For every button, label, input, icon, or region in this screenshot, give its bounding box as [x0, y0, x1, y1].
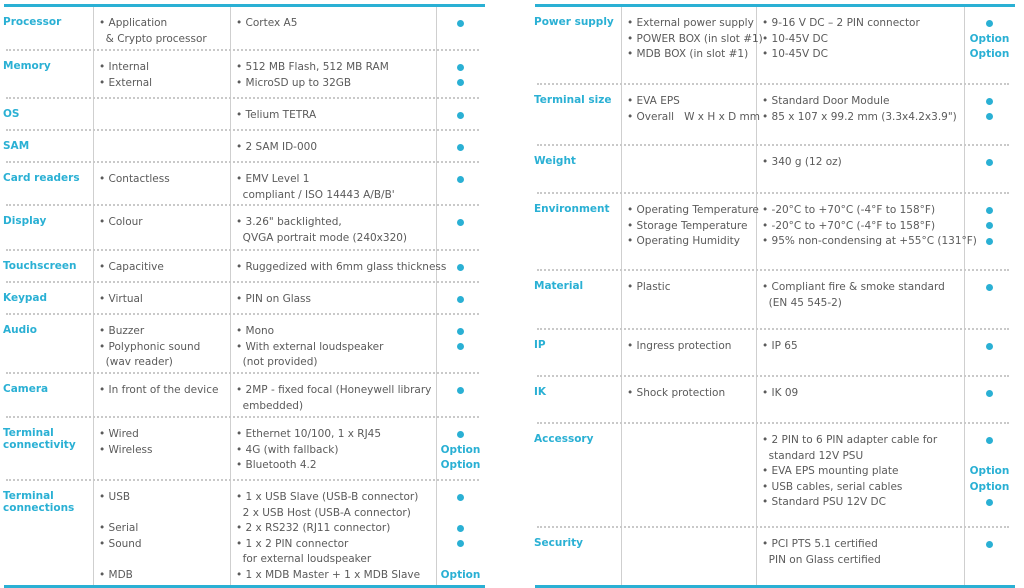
spec-feature [99, 490, 228, 583]
availability-line [437, 340, 484, 356]
spec-label: SAM [3, 140, 30, 152]
availability-line [437, 506, 484, 522]
spec-value [762, 155, 962, 171]
standard-dot-icon [986, 343, 993, 350]
availability-line [965, 94, 1014, 110]
availability-line [437, 16, 484, 32]
spec-row-camera [0, 374, 485, 418]
spec-row-ik [531, 377, 1015, 424]
spec-row-keypad [0, 283, 485, 315]
availability-line [437, 552, 484, 568]
spec-line: (EN 45 545-2) [762, 296, 842, 309]
spec-line: • IP 65 [762, 340, 798, 352]
spec-availability [965, 537, 1014, 553]
spec-line: • 512 MB Flash, 512 MB RAM [236, 61, 389, 73]
spec-availability [965, 386, 1014, 402]
spec-line: • Serial [99, 522, 139, 534]
spec-value [762, 16, 962, 63]
availability-line [965, 537, 1014, 553]
spec-line: • Buzzer [99, 325, 145, 337]
spec-line: for external loudspeaker [236, 553, 372, 565]
spec-line: compliant / ISO 14443 A/B/B' [236, 188, 395, 201]
spec-line [99, 552, 228, 568]
availability-line [965, 464, 1014, 480]
standard-dot-icon [986, 98, 993, 105]
spec-line: • Overall W x H x D mm [627, 110, 761, 123]
spec-value [236, 172, 434, 203]
spec-line: • Ethernet 10/100, 1 x RJ45 [236, 428, 382, 440]
spec-value [236, 427, 434, 474]
standard-dot-icon [457, 296, 464, 303]
spec-line: • Wired [99, 428, 139, 440]
spec-row-environment [531, 194, 1015, 271]
spec-label: Keypad [3, 292, 48, 304]
spec-label: Memory [3, 60, 51, 72]
spec-line: • Shock protection [627, 387, 726, 399]
spec-value [762, 339, 962, 355]
spec-value [762, 280, 962, 311]
spec-line: • External [99, 76, 153, 89]
option-label: Option [969, 48, 1010, 60]
spec-line: • 1 x 2 PIN connector [236, 537, 349, 550]
spec-line: • IK 09 [762, 387, 799, 399]
spec-availability [965, 155, 1014, 171]
standard-dot-icon [986, 207, 993, 214]
spec-value [236, 490, 434, 583]
spec-label: Audio [3, 324, 37, 336]
standard-dot-icon [457, 264, 464, 271]
spec-line: • With external loudspeaker [236, 340, 384, 353]
standard-dot-icon [986, 541, 993, 548]
spec-label: Power supply [534, 16, 614, 28]
spec-row-processor [0, 7, 485, 51]
standard-dot-icon [457, 525, 464, 532]
standard-dot-icon [457, 64, 464, 71]
spec-line: • Standard PSU 12V DC [762, 496, 886, 508]
standard-dot-icon [457, 343, 464, 350]
option-label: Option [440, 568, 481, 581]
spec-availability [437, 383, 484, 399]
spec-line: standard 12V PSU [762, 449, 864, 462]
spec-availability [437, 490, 484, 583]
spec-feature [627, 386, 754, 402]
spec-line: • 340 g (12 oz) [762, 156, 842, 168]
spec-line: • Wireless [99, 443, 153, 456]
spec-feature [99, 324, 228, 371]
availability-line [437, 260, 484, 276]
spec-line: • USB cables, serial cables [762, 480, 903, 493]
spec-label: Material [534, 280, 584, 292]
spec-line: • Application [99, 17, 168, 29]
spec-line: • Storage Temperature [627, 219, 748, 232]
availability-line [437, 443, 484, 459]
spec-availability [437, 16, 484, 32]
standard-dot-icon [457, 431, 464, 438]
standard-dot-icon [457, 387, 464, 394]
spec-line: • Colour [99, 216, 143, 228]
spec-feature [99, 16, 228, 47]
spec-line: • Mono [236, 325, 275, 337]
spec-feature [99, 172, 228, 188]
availability-line [965, 16, 1014, 32]
availability-line [965, 339, 1014, 355]
spec-line: • Operating Temperature [627, 204, 759, 216]
spec-row-terminal-connectivity [0, 418, 485, 481]
spec-row-power-supply [531, 7, 1015, 85]
spec-label: Processor [3, 16, 62, 28]
spec-feature [99, 260, 228, 276]
spec-line: • EMV Level 1 [236, 173, 310, 185]
spec-value [236, 260, 447, 276]
availability-line [965, 155, 1014, 171]
spec-feature [99, 292, 228, 308]
spec-availability [965, 94, 1014, 125]
spec-line: • PCI PTS 5.1 certified [762, 538, 878, 550]
standard-dot-icon [986, 238, 993, 245]
spec-availability [437, 60, 484, 91]
standard-dot-icon [986, 499, 993, 506]
spec-line: • -20°C to +70°C (-4°F to 158°F) [762, 219, 936, 232]
availability-line [437, 172, 484, 188]
spec-line: • Cortex A5 [236, 17, 298, 29]
spec-availability [437, 427, 484, 474]
standard-dot-icon [457, 494, 464, 501]
availability-line [437, 568, 484, 584]
spec-label: Terminal size [534, 94, 612, 106]
spec-feature [627, 339, 754, 355]
spec-row-os [0, 99, 485, 131]
spec-line: • 85 x 107 x 99.2 mm (3.3x4.2x3.9") [762, 110, 957, 123]
spec-feature [627, 94, 761, 125]
spec-label: Accessory [534, 433, 594, 445]
spec-line: 2 x USB Host (USB-A connector) [236, 506, 411, 519]
standard-dot-icon [457, 219, 464, 226]
availability-line [437, 324, 484, 340]
spec-row-terminal-size [531, 85, 1015, 146]
availability-line [965, 219, 1014, 235]
standard-dot-icon [457, 20, 464, 27]
spec-feature [99, 215, 228, 231]
spec-line: • Ruggedized with 6mm glass thickness [236, 261, 447, 273]
spec-label: Security [534, 537, 584, 549]
spec-row-display [0, 206, 485, 251]
spec-line: • 2 PIN to 6 PIN adapter cable for [762, 434, 938, 446]
availability-line [437, 60, 484, 76]
spec-line: • Operating Humidity [627, 235, 740, 247]
spec-value [236, 292, 434, 308]
option-label: Option [969, 465, 1010, 477]
spec-line: • EVA EPS [627, 95, 680, 107]
spec-feature [627, 16, 763, 63]
spec-line: • 9-16 V DC – 2 PIN connector [762, 17, 920, 29]
spec-row-sam [0, 131, 485, 163]
standard-dot-icon [986, 113, 993, 120]
availability-line [965, 386, 1014, 402]
spec-availability [437, 324, 484, 355]
spec-availability [437, 260, 484, 276]
spec-value [762, 94, 962, 125]
spec-line: • -20°C to +70°C (-4°F to 158°F) [762, 204, 936, 216]
availability-line [437, 427, 484, 443]
spec-feature [99, 60, 228, 91]
availability-line [965, 32, 1014, 48]
availability-line [437, 292, 484, 308]
availability-line [965, 110, 1014, 126]
spec-label: Card readers [3, 172, 80, 184]
spec-availability [437, 172, 484, 188]
spec-row-weight [531, 146, 1015, 194]
spec-availability [965, 16, 1014, 63]
availability-line [965, 203, 1014, 219]
availability-line [437, 383, 484, 399]
spec-line: • Contactless [99, 173, 170, 185]
spec-availability [965, 280, 1014, 296]
spec-line: QVGA portrait mode (240x320) [236, 231, 408, 244]
spec-line: • Capacitive [99, 261, 164, 273]
spec-row-accessory [531, 424, 1015, 528]
standard-dot-icon [986, 284, 993, 291]
spec-availability [965, 433, 1014, 511]
spec-row-ip [531, 330, 1015, 377]
spec-label: IK [534, 386, 547, 398]
option-label: Option [440, 459, 481, 471]
spec-value [762, 203, 977, 250]
spec-availability [437, 292, 484, 308]
spec-feature [627, 280, 754, 296]
spec-line: • Polyphonic sound [99, 340, 201, 353]
availability-line [965, 234, 1014, 250]
spec-line: • 2MP - fixed focal (Honeywell library [236, 384, 432, 396]
spec-label: Display [3, 215, 47, 227]
spec-line: • 10-45V DC [762, 48, 828, 60]
spec-label: Terminal connections [3, 490, 75, 514]
spec-row-terminal-connections [0, 481, 485, 585]
spec-value [236, 108, 434, 124]
spec-availability [965, 203, 1014, 250]
spec-row-audio [0, 315, 485, 374]
option-label: Option [969, 480, 1010, 493]
availability-line [965, 280, 1014, 296]
spec-line: • 3.26" backlighted, [236, 216, 342, 228]
spec-label: IP [534, 339, 546, 351]
spec-line: • 2 x RS232 (RJ11 connector) [236, 522, 391, 534]
spec-line: embedded) [236, 399, 304, 412]
availability-line [437, 490, 484, 506]
standard-dot-icon [457, 540, 464, 547]
standard-dot-icon [457, 79, 464, 86]
spec-line: • Plastic [627, 281, 671, 293]
standard-dot-icon [986, 159, 993, 166]
availability-line [965, 495, 1014, 511]
spec-table-left [0, 4, 485, 581]
spec-line: PIN on Glass certified [762, 553, 881, 566]
spec-line: • Compliant fire & smoke standard [762, 281, 945, 293]
spec-line: • Bluetooth 4.2 [236, 459, 317, 471]
spec-row-touchscreen [0, 251, 485, 283]
spec-line: • MDB [99, 568, 133, 581]
spec-feature [99, 427, 228, 458]
spec-line: • External power supply [627, 17, 754, 29]
spec-availability [965, 339, 1014, 355]
spec-feature [99, 383, 228, 399]
spec-value [236, 16, 434, 32]
availability-line [965, 480, 1014, 496]
spec-line: • POWER BOX (in slot #1) [627, 32, 763, 45]
availability-line [437, 108, 484, 124]
spec-row-memory [0, 51, 485, 99]
spec-line: • Standard Door Module [762, 95, 890, 107]
spec-feature [627, 203, 759, 250]
spec-line: • 4G (with fallback) [236, 443, 339, 456]
spec-line: • 2 SAM ID-000 [236, 141, 318, 153]
spec-line: • MDB BOX (in slot #1) [627, 48, 749, 60]
standard-dot-icon [457, 328, 464, 335]
option-label: Option [969, 32, 1010, 45]
availability-line [437, 537, 484, 553]
spec-line: • Telium TETRA [236, 109, 317, 121]
spec-line: • EVA EPS mounting plate [762, 465, 899, 477]
spec-value [762, 537, 962, 568]
availability-line [965, 449, 1014, 465]
spec-table-right [531, 4, 1015, 566]
availability-line [437, 76, 484, 92]
standard-dot-icon [986, 390, 993, 397]
spec-label: Terminal connectivity [3, 427, 76, 451]
spec-line: • MicroSD up to 32GB [236, 76, 352, 89]
spec-line: • USB [99, 491, 131, 503]
spec-value [236, 140, 434, 156]
standard-dot-icon [986, 437, 993, 444]
spec-label: Touchscreen [3, 260, 77, 272]
spec-value [762, 433, 962, 511]
availability-line [437, 140, 484, 156]
spec-line: (wav reader) [99, 356, 173, 368]
availability-line [437, 521, 484, 537]
spec-line: • Ingress protection [627, 340, 732, 352]
standard-dot-icon [457, 176, 464, 183]
option-label: Option [440, 443, 481, 456]
spec-line: • In front of the device [99, 384, 219, 396]
standard-dot-icon [457, 112, 464, 119]
spec-line: • PIN on Glass [236, 293, 311, 305]
spec-label: OS [3, 108, 20, 120]
standard-dot-icon [457, 144, 464, 151]
spec-value [236, 60, 434, 91]
spec-row-material [531, 271, 1015, 330]
spec-line: • 1 x MDB Master + 1 x MDB Slave [236, 568, 421, 581]
spec-line: • Internal [99, 61, 149, 73]
spec-line: • 1 x USB Slave (USB-B connector) [236, 491, 419, 503]
spec-value [236, 324, 434, 371]
spec-value [236, 383, 434, 414]
spec-value [236, 215, 434, 246]
spec-label: Camera [3, 383, 49, 395]
availability-line [965, 433, 1014, 449]
standard-dot-icon [986, 20, 993, 27]
spec-line [99, 506, 228, 522]
availability-line [965, 47, 1014, 63]
spec-row-card-readers [0, 163, 485, 206]
spec-row-security [531, 528, 1015, 585]
spec-line: • 95% non-condensing at +55°C (131°F) [762, 235, 977, 247]
standard-dot-icon [986, 222, 993, 229]
spec-line: • Virtual [99, 293, 143, 305]
spec-line: (not provided) [236, 356, 318, 368]
spec-value [762, 386, 962, 402]
spec-label: Weight [534, 155, 576, 167]
spec-label: Environment [534, 203, 610, 215]
spec-line: • 10-45V DC [762, 32, 828, 45]
availability-line [437, 458, 484, 474]
spec-line: • Sound [99, 537, 142, 550]
availability-line [437, 215, 484, 231]
spec-line: & Crypto processor [99, 32, 207, 45]
spec-availability [437, 140, 484, 156]
spec-availability [437, 108, 484, 124]
spec-availability [437, 215, 484, 231]
